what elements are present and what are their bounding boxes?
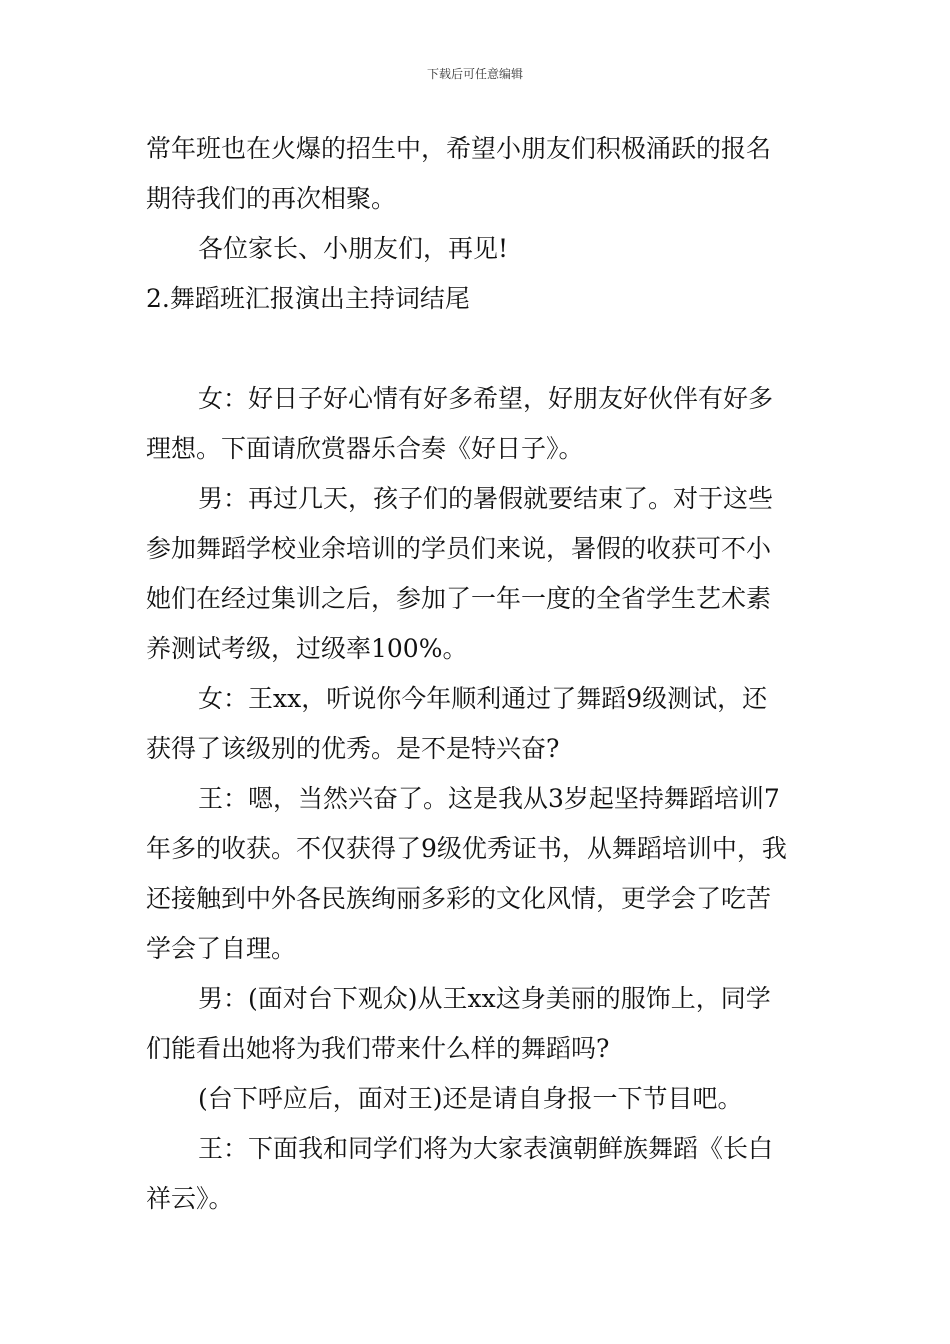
paragraph-line: 获得了该级别的优秀。是不是特兴奋? — [146, 734, 560, 763]
paragraph-line: 学会了自理。 — [146, 934, 297, 963]
blank-line — [146, 324, 808, 374]
paragraph-line: 男：再过几天，孩子们的暑假就要结束了。对于这些 — [198, 484, 774, 513]
paragraph-line: (台下呼应后，面对王)还是请自身报一下节目吧。 — [198, 1084, 743, 1113]
paragraph-line: 女：好日子好心情有好多希望，好朋友好伙伴有好多 — [198, 384, 774, 413]
paragraph-line: 们能看出她将为我们带来什么样的舞蹈吗? — [146, 1034, 610, 1063]
paragraph-line: 祥云》。 — [146, 1184, 234, 1213]
paragraph-line: 期待我们的再次相聚。 — [146, 184, 397, 213]
paragraph-line: 她们在经过集训之后，参加了一年一度的全省学生艺术素 — [146, 584, 772, 613]
document-body — [146, 124, 808, 1224]
paragraph-line: 养测试考级，过级率100%。 — [146, 634, 468, 663]
paragraph-line: 男：(面对台下观众)从王xx这身美丽的服饰上，同学 — [198, 984, 771, 1013]
section-heading: 2.舞蹈班汇报演出主持词结尾 — [146, 284, 470, 313]
paragraph-line: 还接触到中外各民族绚丽多彩的文化风情，更学会了吃苦 — [146, 884, 772, 913]
paragraph-line: 女：王xx，听说你今年顺利通过了舞蹈9级测试，还 — [198, 684, 768, 713]
paragraph-line: 年多的收获。不仅获得了9级优秀证书，从舞蹈培训中，我 — [146, 834, 787, 863]
paragraph-line: 常年班也在火爆的招生中，希望小朋友们积极涌跃的报名 — [146, 134, 772, 163]
paragraph-line: 各位家长、小朋友们，再见! — [198, 234, 509, 263]
paragraph-line: 参加舞蹈学校业余培训的学员们来说，暑假的收获可不小 — [146, 534, 772, 563]
paragraph-line: 理想。下面请欣赏器乐合奏《好日子》。 — [146, 434, 584, 463]
paragraph-line: 王：嗯，当然兴奋了。这是我从3岁起坚持舞蹈培训7 — [198, 784, 780, 813]
page-header-note: 下载后可任意编辑 — [426, 67, 523, 81]
paragraph-line: 王：下面我和同学们将为大家表演朝鲜族舞蹈《长白 — [198, 1134, 774, 1163]
